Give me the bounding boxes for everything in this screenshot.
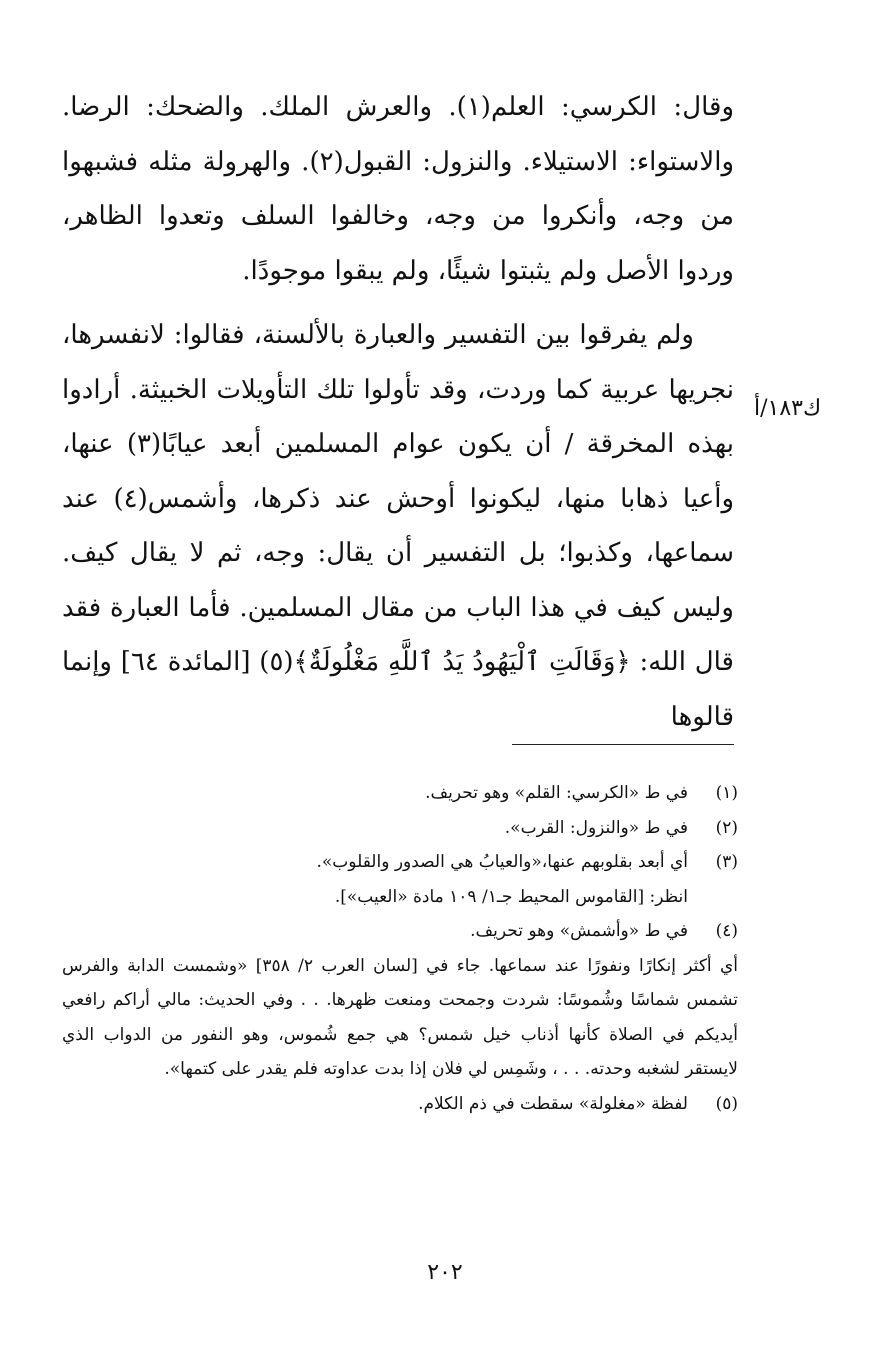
footnotes: [62, 776, 738, 1121]
footnote-2: [62, 811, 738, 846]
footnote-text: لفظة «مغلولة» سقطت في ذم الكلام.: [418, 1093, 688, 1114]
footnote-number: (٥): [715, 1093, 738, 1114]
footnote-1: [62, 776, 738, 811]
footnote-text: في ط «وأشمش» وهو تحريف.: [470, 921, 688, 941]
main-text: [62, 80, 734, 744]
footnote-5: [62, 1087, 738, 1122]
footnote-text: في ط «والنزول: القرب».: [504, 817, 688, 838]
footnote-number: (١): [715, 783, 738, 803]
paragraph-1: وقال: الكرسي: العلم(١). والعرش الملك. والضحك: الرضا. والاستواء: الاستيلاء. والنزول: القبول(٢). والهرولة مثله فشبهوا من وجه، وأنكروا من وجه، وخالفوا السلف وتعدوا الظاهر، وردوا الأصل ولم يثبتوا شيئًا، ولم يبقوا موجودًا.: [62, 92, 735, 286]
paragraph-2: ولم يفرقوا بين التفسير والعبارة بالألسنة، فقالوا: لانفسرها، نجريها عربية كما وردت، وقد تأولوا تلك التأويلات الخبيثة. أرادوا بهذه المخرقة / أن يكون عوام المسلمين أبعد عيابًا(٣) عنها، وأعيا ذهابا منها، ليكونوا أوحش عند ذكرها، وأشمس(٤) عند سماعها، وكذبوا؛ بل التفسير أن يقال: وجه، ثم لا يقال كيف. وليس كيف في هذا الباب من مقال المسلمين. فأما العبارة فقد قال الله: ﴿وَقَالَتِ ٱلْيَهُودُ يَدُ ٱللَّهِ مَغْلُولَةٌ﴾(٥) [المائدة ٦٤] وإنما قالوها: [62, 320, 734, 732]
footnote-number: (٢): [715, 817, 738, 838]
footnote-3: [62, 845, 738, 914]
footnote-4: [62, 914, 738, 949]
footnote-number: (٤): [715, 921, 738, 941]
page-number: ٢٠٢: [427, 1260, 463, 1285]
footnote-separator: [512, 744, 734, 745]
footnote-text: في ط «الكرسي: القلم» وهو تحريف.: [425, 783, 688, 803]
margin-folio-note: ك١٨٣/أ: [754, 396, 822, 421]
footnote-number: (٣): [715, 852, 738, 872]
footnote-continuation: انظر: [القاموس المحيط جـ١/ ١٠٩ مادة «العيب»].: [334, 886, 688, 907]
footnote-text: أي أبعد بقلوبهم عنها،«والعيابُ هي الصدور والقلوب».: [316, 852, 688, 872]
footnote-4-explanation: أي أكثر إنكارًا ونفورًا عند سماعها. جاء في [لسان العرب ٢/ ٣٥٨] «وشمست الدابة والفرس تشمس شماسًا وشُموسًا: شردت وجمحت ومنعت ظهرها. . . وفي الحديث: مالي أراكم رافعي أيديكم في الصلاة كأنها أذناب خيل شمس؟ هي جمع شُموس، وهو النفور من الدواب الذي لايستقر لشغبه وحدته. . . ، وشَمِس لي فلان إذا بدت عداوته فلم يقدر على كتمها».: [62, 955, 738, 1079]
